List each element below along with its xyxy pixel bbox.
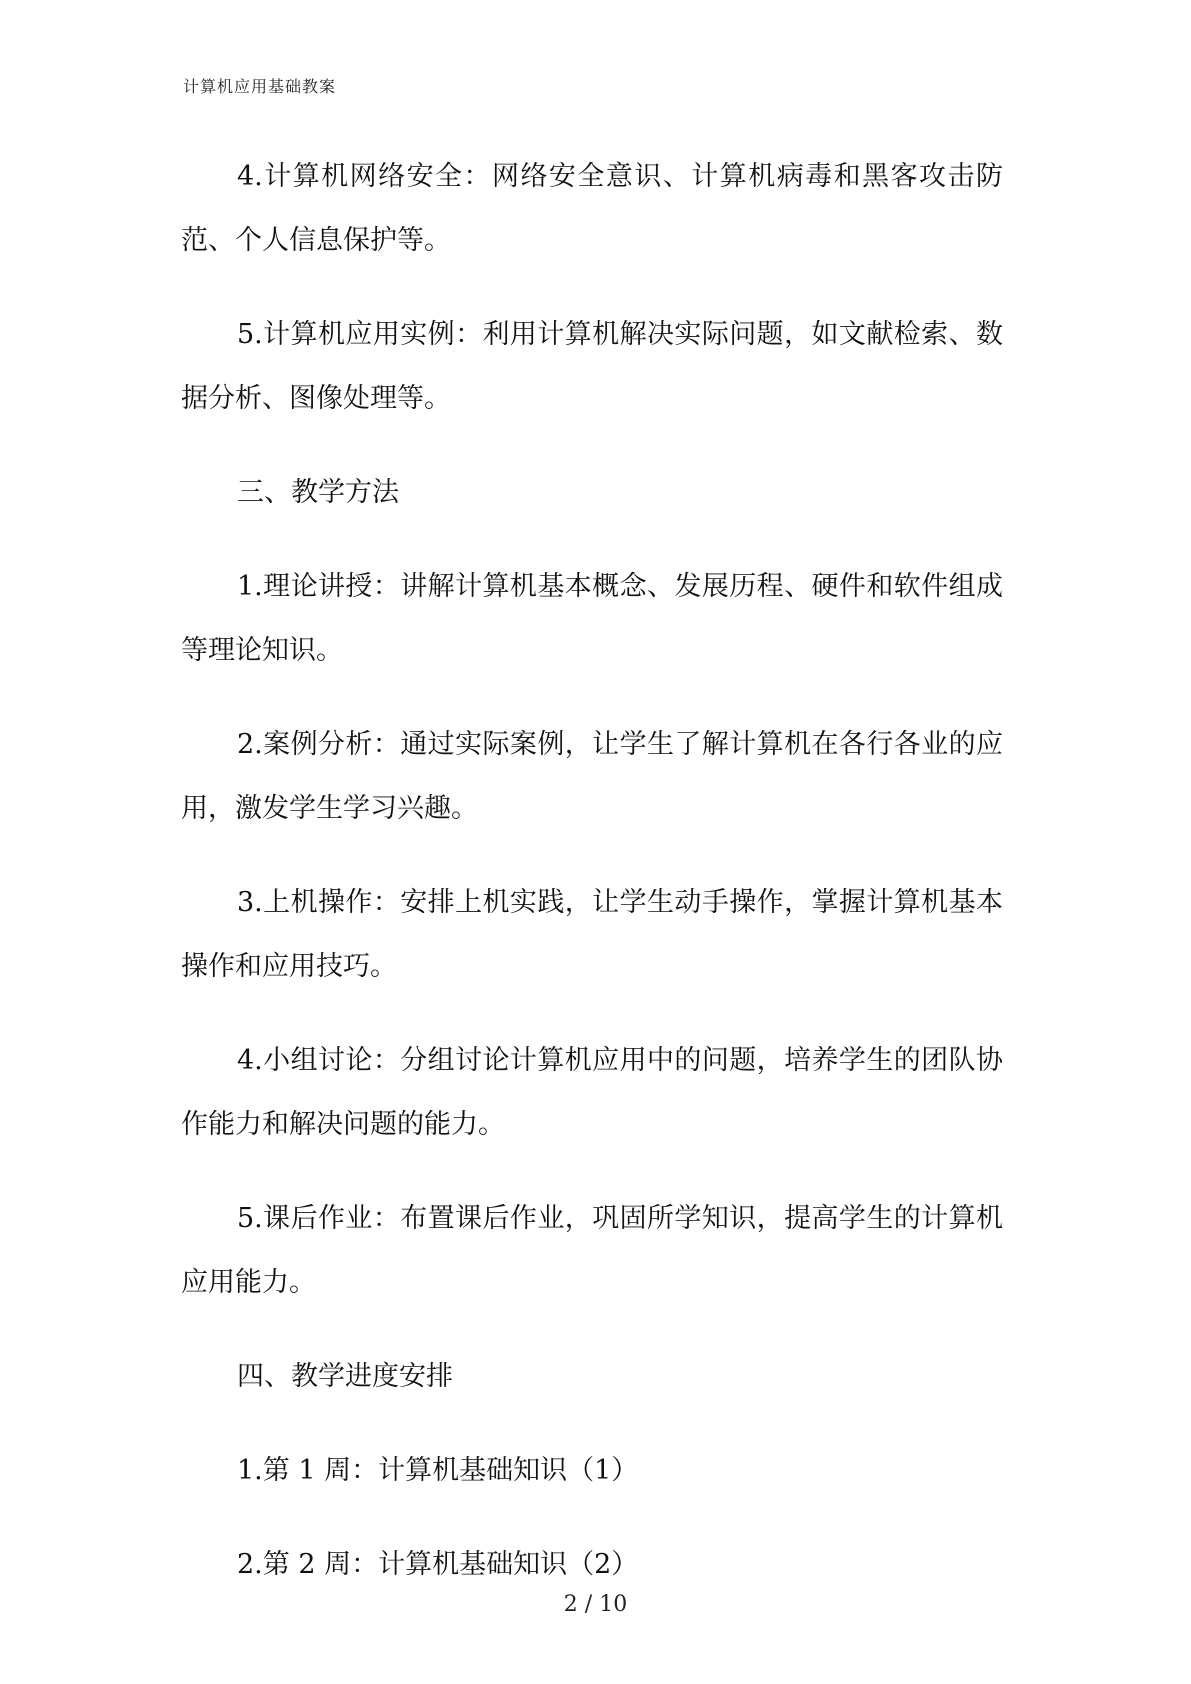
paragraph-group-discussion: 4.小组讨论：分组讨论计算机应用中的问题，培养学生的团队协作能力和解决问题的能力。 — [181, 1045, 1003, 1140]
schedule-item-week-2: 2.第 2 周：计算机基础知识（2） — [237, 1549, 639, 1580]
page-number: 2 / 10 — [563, 1592, 628, 1617]
paragraph-theory-lecture: 1.理论讲授：讲解计算机基本概念、发展历程、硬件和软件组成等理论知识。 — [181, 571, 1003, 666]
section-heading-teaching-methods: 三、教学方法 — [237, 477, 399, 508]
paragraph-hands-on-practice: 3.上机操作：安排上机实践，让学生动手操作，掌握计算机基本操作和应用技巧。 — [181, 887, 1003, 982]
paragraph-network-security: 4.计算机网络安全：网络安全意识、计算机病毒和黑客攻击防范、个人信息保护等。 — [181, 161, 1003, 256]
paragraph-homework: 5.课后作业：布置课后作业，巩固所学知识，提高学生的计算机应用能力。 — [181, 1203, 1003, 1298]
document-header: 计算机应用基础教案 — [183, 77, 337, 96]
paragraph-case-analysis: 2.案例分析：通过实际案例，让学生了解计算机在各行各业的应用，激发学生学习兴趣。 — [181, 729, 1003, 824]
document-body — [181, 145, 1003, 1627]
section-heading-schedule: 四、教学进度安排 — [237, 1361, 453, 1392]
schedule-item-week-1: 1.第 1 周：计算机基础知识（1） — [237, 1455, 639, 1486]
paragraph-application-examples: 5.计算机应用实例：利用计算机解决实际问题，如文献检索、数据分析、图像处理等。 — [181, 319, 1003, 414]
